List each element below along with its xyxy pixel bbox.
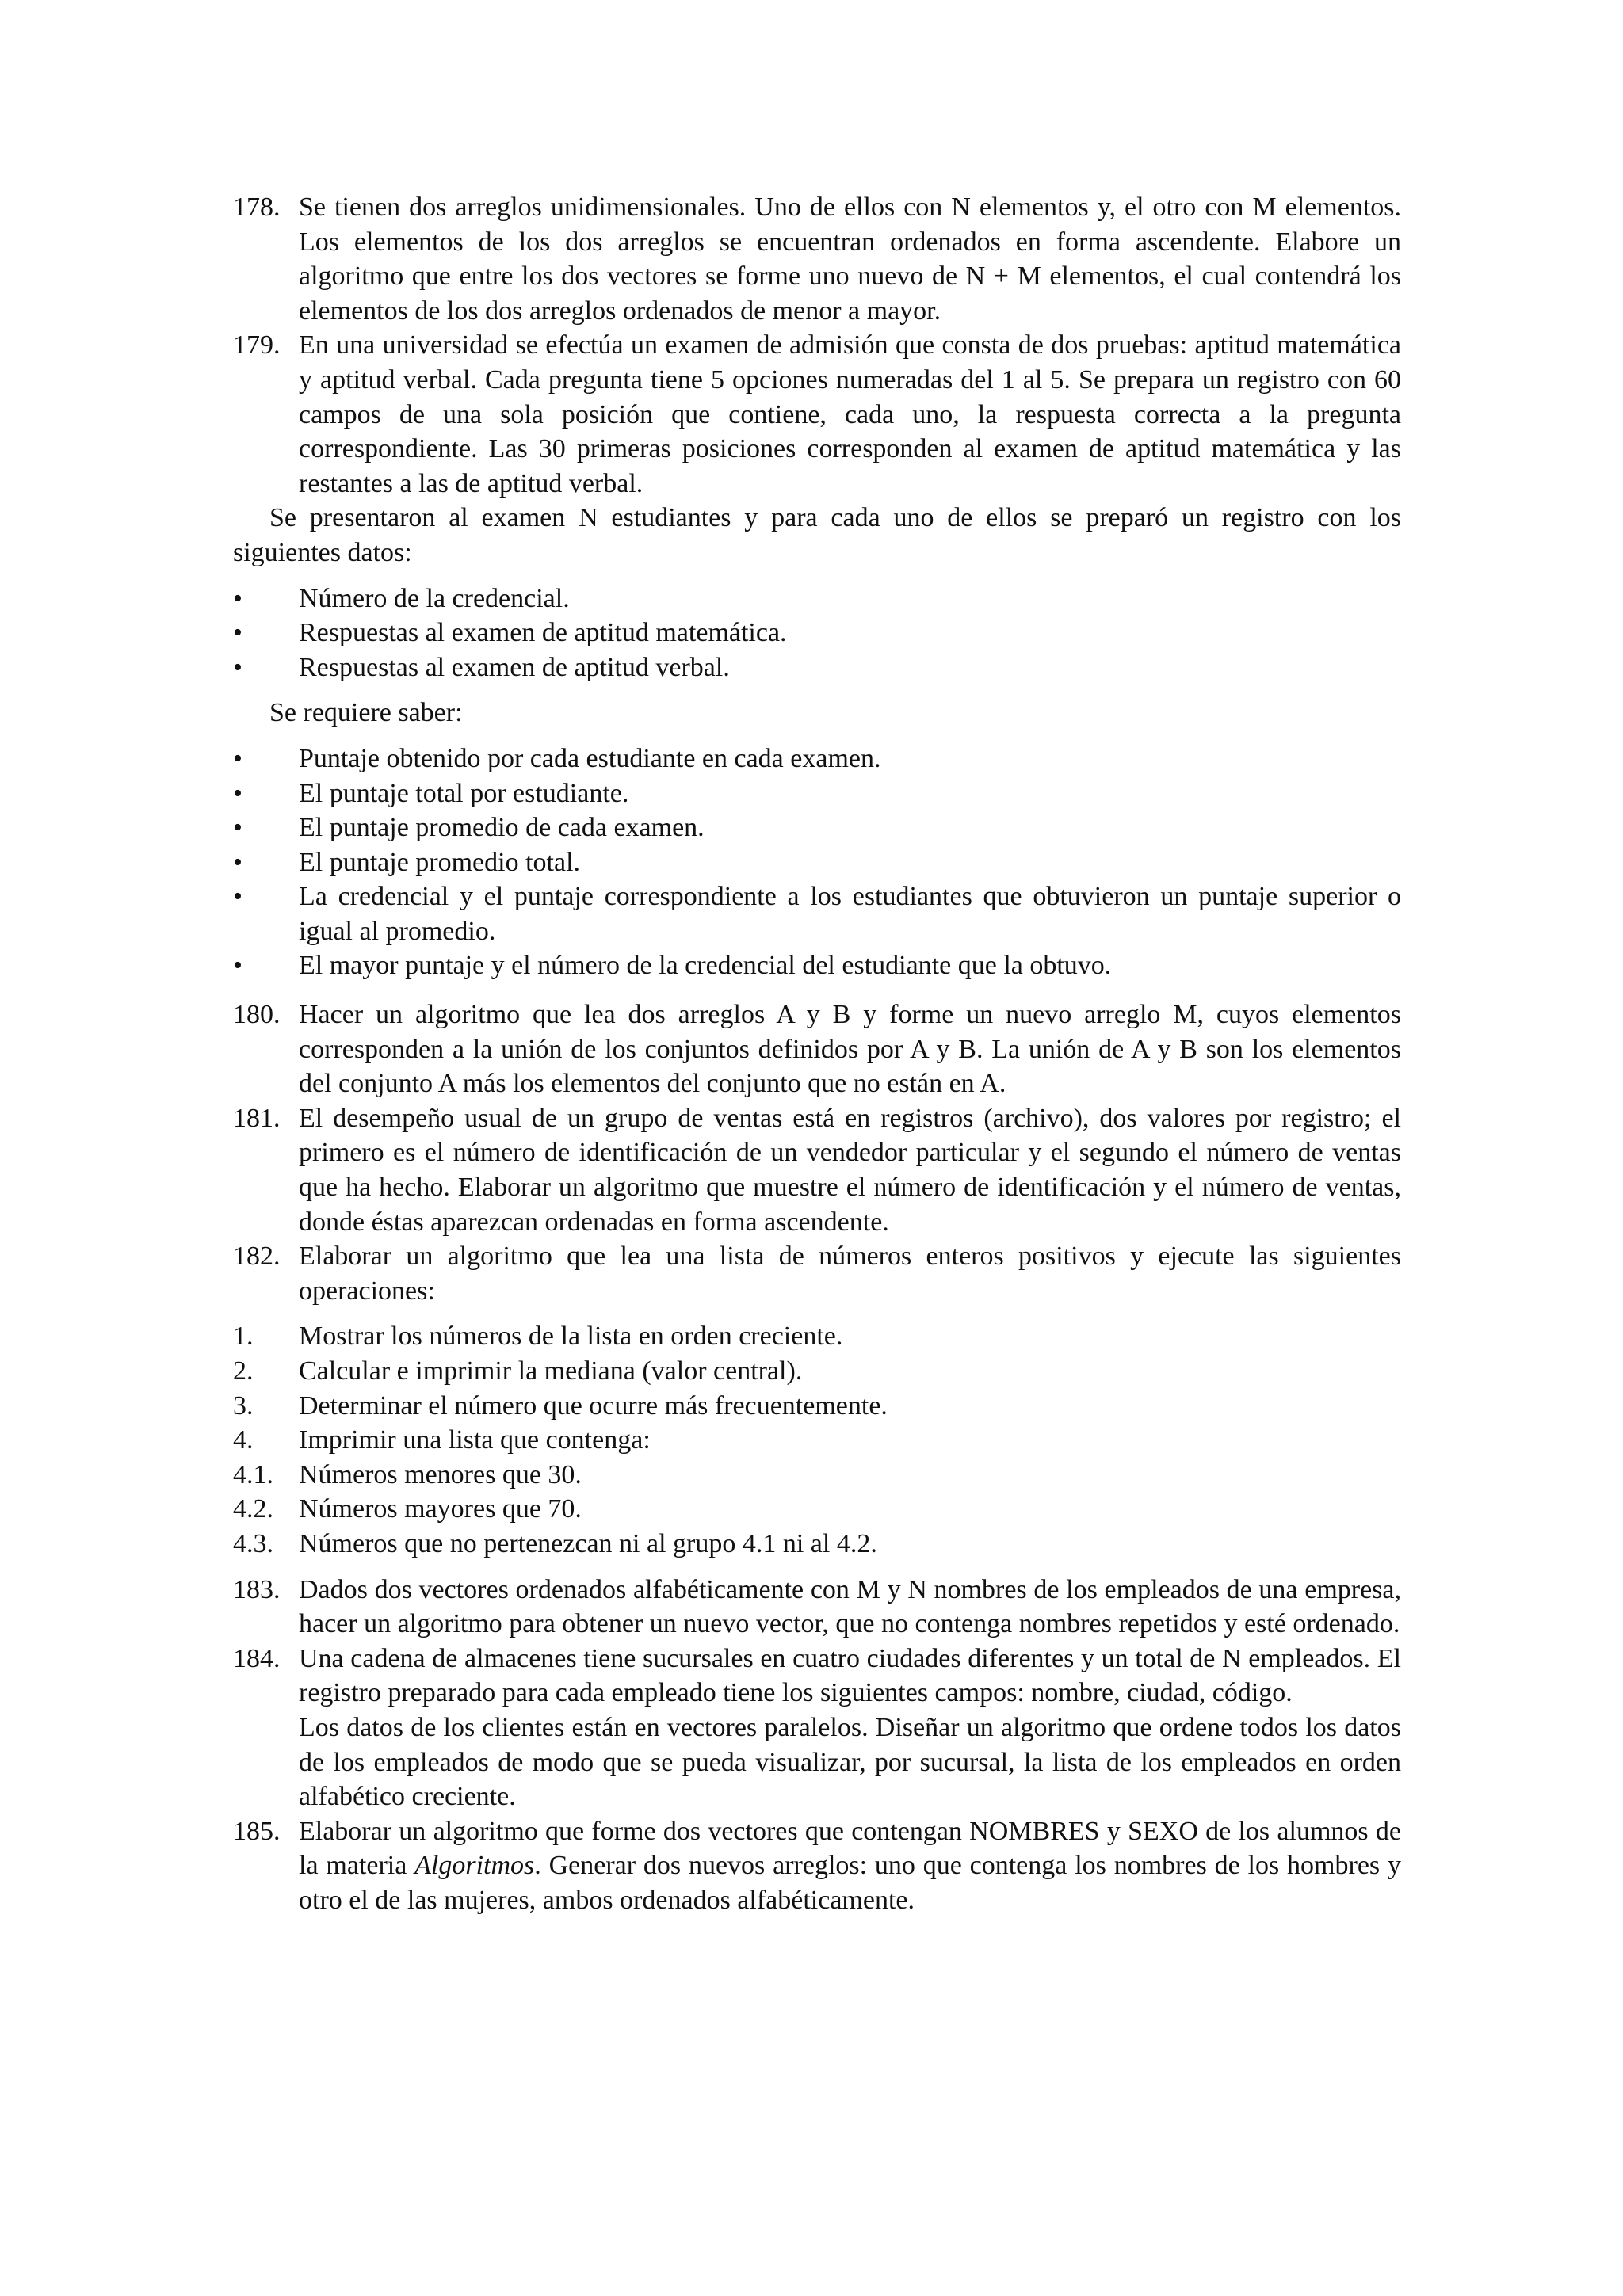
exercise-number: 182. bbox=[233, 1241, 281, 1272]
step-number: 4.1. bbox=[233, 1459, 273, 1489]
step-number: 4.2. bbox=[233, 1494, 273, 1524]
bullet-mark: • bbox=[233, 652, 242, 682]
exercise-number: 179. bbox=[233, 330, 281, 360]
exercise-text: Una cadena de almacenes tiene sucursales en cuatro ciudades diferentes y un total de N empleados. El registro preparado para cada empleado tiene los siguientes campos: nombre, ciudad, código. bbox=[299, 1643, 1401, 1708]
exercise-text: Elaborar un algoritmo que lea una lista de números enteros positivos y ejecute las siguientes operaciones: bbox=[299, 1241, 1401, 1306]
bullet-mark: • bbox=[233, 743, 242, 773]
list-item: • El puntaje total por estudiante. bbox=[233, 776, 1401, 811]
document-page bbox=[233, 190, 1401, 1918]
step-number: 3. bbox=[233, 1390, 254, 1421]
exercise-text: Dados dos vectores ordenados alfabéticamente con M y N nombres de los empleados de una empresa, hacer un algoritmo para obtener un nuevo vector, que no contenga nombres repetidos y esté ordenado. bbox=[299, 1574, 1401, 1639]
step-number: 4.3. bbox=[233, 1528, 273, 1558]
course-name: Algoritmos bbox=[414, 1851, 535, 1881]
bullet-mark: • bbox=[233, 882, 242, 912]
exercise-number: 183. bbox=[233, 1574, 281, 1604]
exercise-178 bbox=[233, 190, 1401, 328]
exercise-text: Se tienen dos arreglos unidimensionales. Uno de ellos con N elementos y, el otro con M elementos. Los elementos de los dos arreglos se encuentran ordenados en forma ascendente. Elabore un algoritmo que entre los dos vectores se forme uno nuevo de N + M elementos, el cual contendrá los elementos de los dos arreglos ordenados de menor a mayor. bbox=[299, 193, 1401, 326]
bullet-mark: • bbox=[233, 618, 242, 648]
exercise-180 bbox=[233, 997, 1401, 1101]
list-item: • El puntaje promedio de cada examen. bbox=[233, 810, 1401, 845]
exercise-179-paragraph: Se presentaron al examen N estudiantes y para cada uno de ellos se preparó un registro con los siguientes datos: bbox=[233, 503, 1401, 567]
bullet-mark: • bbox=[233, 847, 242, 877]
exercise-number: 184. bbox=[233, 1643, 281, 1673]
exercise-185 bbox=[233, 1814, 1401, 1918]
exercise-183 bbox=[233, 1573, 1401, 1642]
exercise-number: 178. bbox=[233, 193, 281, 222]
list-item: 4.1. Números menores que 30. bbox=[233, 1458, 1401, 1493]
exercise-number: 181. bbox=[233, 1103, 281, 1133]
exercise-number: 180. bbox=[233, 1000, 281, 1030]
step-number: 4. bbox=[233, 1425, 254, 1455]
exercise-181 bbox=[233, 1101, 1401, 1239]
list-item: 3. Determinar el número que ocurre más frecuentemente. bbox=[233, 1389, 1401, 1424]
bullet-mark: • bbox=[233, 813, 242, 843]
bullet-mark: • bbox=[233, 951, 242, 981]
list-item: • Puntaje obtenido por cada estudiante en cada examen. bbox=[233, 742, 1401, 776]
requirement-heading: Se requiere saber: bbox=[269, 698, 463, 728]
exercise-182 bbox=[233, 1239, 1401, 1308]
bullet-mark: • bbox=[233, 583, 242, 613]
step-number: 1. bbox=[233, 1322, 254, 1352]
exercise-text: El desempeño usual de un grupo de ventas está en registros (archivo), dos valores por registro; el primero es el número de identificación de un vendedor particular y el segundo el número de ventas que ha hecho. Elaborar un algoritmo que muestre el número de identificación y el número de ventas, donde éstas aparezcan ordenadas en forma ascendente. bbox=[299, 1103, 1401, 1237]
bullet-mark: • bbox=[233, 778, 242, 808]
list-item: • Respuestas al examen de aptitud verbal. bbox=[233, 650, 1401, 685]
exercise-text: En una universidad se efectúa un examen de admisión que consta de dos pruebas: aptitud matemática y aptitud verbal. Cada pregunta tiene 5 opciones numeradas del 1 al 5. Se prepara un registro con 60 campos de una sola posición que contiene, cada uno, la respuesta correcta a la pregunta correspondiente. Las 30 primeras posiciones corresponden al examen de aptitud matemática y las restantes a las de aptitud verbal. bbox=[299, 330, 1401, 498]
list-item: 2. Calcular e imprimir la mediana (valor central). bbox=[233, 1354, 1401, 1389]
list-item: 4.3. Números que no pertenezcan ni al grupo 4.1 ni al 4.2. bbox=[233, 1527, 1401, 1562]
list-item: 4. Imprimir una lista que contenga: bbox=[233, 1423, 1401, 1458]
list-item: • Número de la credencial. bbox=[233, 582, 1401, 616]
exercise-text: Elaborar un algoritmo que forme dos vectores que contengan NOMBRES y SEXO de los alumnos de la materia Algoritmos. Generar dos nuevos arreglos: uno que contenga los nombres de los hombres y otro el de las mujeres, ambos ordenados alfabéticamente. bbox=[299, 1816, 1401, 1915]
list-item: • La credencial y el puntaje correspondiente a los estudiantes que obtuvieron un puntaje superior o igual al promedio. bbox=[233, 879, 1401, 948]
exercise-text-continued: Los datos de los clientes están en vectores paralelos. Diseñar un algoritmo que ordene todos los datos de los empleados de modo que se pueda visualizar, por sucursal, la lista de los empleados en orden alfabético creciente. bbox=[299, 1712, 1401, 1812]
list-item: • El mayor puntaje y el número de la credencial del estudiante que la obtuvo. bbox=[233, 948, 1401, 983]
list-item: 4.2. Números mayores que 70. bbox=[233, 1492, 1401, 1527]
numbered-step-list bbox=[233, 1319, 1401, 1561]
step-number: 2. bbox=[233, 1356, 254, 1386]
list-item: • Respuestas al examen de aptitud matemática. bbox=[233, 616, 1401, 650]
exercise-184 bbox=[233, 1642, 1401, 1814]
exercise-number: 185. bbox=[233, 1816, 281, 1846]
list-item: • El puntaje promedio total. bbox=[233, 845, 1401, 880]
requirement-bullet-list bbox=[233, 742, 1401, 983]
list-item: 1. Mostrar los números de la lista en orden creciente. bbox=[233, 1319, 1401, 1354]
exercise-text: Hacer un algoritmo que lea dos arreglos A y B y forme un nuevo arreglo M, cuyos elementos corresponden a la unión de los conjuntos definidos por A y B. La unión de A y B son los elementos del conjunto A más los elementos del conjunto que no están en A. bbox=[299, 1000, 1401, 1099]
exercise-179 bbox=[233, 328, 1401, 501]
data-bullet-list bbox=[233, 582, 1401, 685]
